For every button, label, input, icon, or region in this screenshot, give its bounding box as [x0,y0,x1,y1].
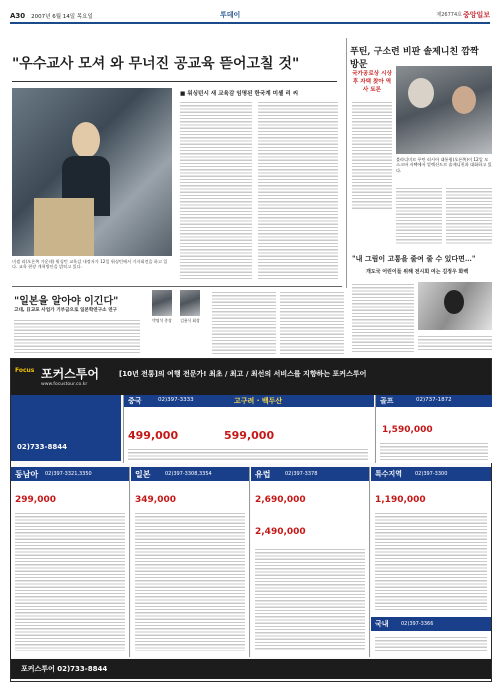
ad-fine-print [128,447,368,461]
art-subhead: 개도국 어린이들 위해 전시회 여는 김정우 화백 [366,269,469,275]
ad-section-special [371,467,491,657]
section-phone: 02)737-1872 [416,397,452,403]
ad-price: 2,690,000 [255,495,306,505]
ad-fine-print [15,511,125,651]
person-figure [444,290,464,314]
putin-subhead: 국가공로상 시상 후 자택 찾아 역사 토론 [352,71,392,93]
main-headline: "우수교사 모셔 와 무너진 공교육 뜯어고칠 것" [12,56,300,72]
section-title: 중국 [128,397,142,405]
ad-price: 599,000 [224,429,275,442]
portrait-name: 박명석 총장 [152,318,172,323]
ad-fine-print [375,511,487,611]
ad-section-china [123,395,374,463]
ad-main-phone: 02)733-8844 [17,443,67,451]
section-title: 골프 [380,397,394,405]
section-phone: 02)397-3300 [415,471,448,477]
putin-body-text [352,100,392,210]
putin-photo-caption: 블라디미르 푸틴 러시아 대통령(오른쪽)이 12일 모스크바 자택에서 알렉산드르 솔제니친과 대화하고 있다. [396,157,492,173]
column-rule [346,38,347,288]
page-header [10,10,490,24]
ad-price: 1,190,000 [375,495,426,505]
newspaper-logo: 중앙일보 [462,10,490,19]
art-body-text [352,282,414,352]
ad-footer: 포커스투어 02)733-8844 [21,665,108,673]
putin-body-text [396,186,442,244]
section-phone: 02)397-3333 [158,397,194,403]
japan-headline: "일본을 알아야 이긴다" [14,296,119,307]
section-title: 투데이 [220,11,241,19]
ad-section-europe [251,467,370,657]
ad-fine-print [375,635,487,653]
ad-section-sea [11,467,130,657]
art-body-text [418,334,492,352]
issue-date: 2007년 6월 14일 목요일 [31,14,93,20]
putin-body-text [446,186,492,244]
ad-section-golf [375,395,492,463]
section-title: 고구려 · 백두산 [234,397,283,405]
ad-brand-en: Focus [15,367,35,374]
ad-fine-print [380,441,488,461]
japan-body-text [280,290,344,354]
portrait-photo [180,290,200,316]
putin-photo [396,66,492,154]
main-byline: ■ 워싱턴시 새 교육감 임명된 한국계 미셸 리 씨 [180,91,299,97]
japan-body-text [212,290,276,354]
portrait-name: 김용식 회장 [180,318,200,323]
ad-url: www.focustour.co.kr [41,382,88,387]
ad-phone-strip [11,395,121,461]
portrait-photo [152,290,172,316]
japan-subhead: 고대, 日교포 사업가 기부금으로 일본학연구소 연구 [14,308,118,313]
podium [34,198,94,256]
page-number: A30 [10,12,26,20]
section-phone: 02)397-3321,3350 [45,471,92,477]
ad-price: 349,000 [135,495,176,505]
ad-fine-print [135,511,245,651]
advertisement [10,358,492,682]
section-title: 국내 [375,620,389,628]
section-title: 특수지역 [375,470,403,478]
divider [12,286,342,287]
person-figure [408,78,434,108]
ad-price: 299,000 [15,495,56,505]
section-phone: 02)397-3366 [401,621,434,627]
main-body-text [180,100,252,280]
art-photo [418,282,492,330]
section-title: 일본 [135,470,151,479]
ad-slogan: [10년 전통]의 여행 전문가! 최초 / 최고 / 최선의 서비스를 지향하는 포커스투어 [119,370,367,378]
section-title: 유럽 [255,470,271,479]
section-title: 동남아 [15,470,39,479]
ad-brand: 포커스투어 [41,367,99,381]
ad-section-japan [131,467,250,657]
section-phone: 02)397-3308,3354 [165,471,212,477]
japan-body-text [14,318,140,354]
ad-fine-print [255,547,365,651]
main-photo-caption: 미셸 리(오른쪽 가운데) 워싱턴 교육감 내정자가 12일 워싱턴에서 기자회견을 하고 있다. 교육 현장 개혁방안을 밝히고 있다. [12,259,168,270]
putin-headline: 푸틴, 구소련 비판 솔제니친 깜짝 방문 [350,47,479,70]
person-figure [72,122,100,158]
art-headline: "내 그림이 고통을 줄여 줄 수 있다면…" [352,254,476,263]
ad-price: 2,490,000 [255,527,306,537]
section-phone: 02)397-3378 [285,471,318,477]
main-photo [12,88,172,256]
main-body-text [258,100,338,280]
ad-price: 499,000 [128,429,179,442]
issue-number: 제26774호 [436,12,462,18]
ad-price: 1,590,000 [382,425,433,435]
divider [12,81,337,82]
person-figure [452,86,476,114]
